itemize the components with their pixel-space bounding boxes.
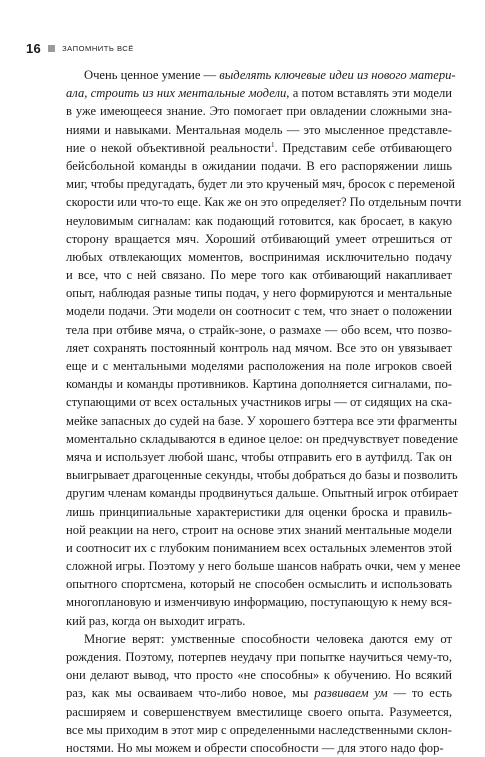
text-run: кий раз, когда он выходит играть. xyxy=(66,613,246,628)
text-line xyxy=(66,612,452,630)
text-line xyxy=(66,703,452,721)
text-line xyxy=(66,339,452,357)
text-line xyxy=(66,539,452,557)
text-run: моментально складываются в единое целое: он предчувствует поведение xyxy=(66,431,458,446)
text-run: — то есть xyxy=(387,686,453,701)
text-run: лишь принципиальные характеристики для оценки броска и правиль- xyxy=(66,504,452,519)
text-line xyxy=(66,284,452,302)
text-line xyxy=(66,666,452,684)
text-line xyxy=(66,102,452,120)
paragraph-1 xyxy=(66,66,462,630)
text-line xyxy=(66,684,452,702)
text-run: бейсбольной команды в ожидании подачи. В его распоряжении лишь xyxy=(66,158,452,173)
text-line xyxy=(66,121,452,139)
text-line xyxy=(66,557,461,575)
text-line xyxy=(66,66,456,84)
text-run: . Представим себе отбивающего xyxy=(274,140,452,155)
paragraph-2 xyxy=(66,630,452,757)
text-line xyxy=(66,521,452,539)
text-line xyxy=(66,721,452,739)
text-line xyxy=(66,375,452,393)
text-run: ляет сохранять постоянный контроль над мячом. Все это он увязывает xyxy=(66,340,452,355)
text-run: в уже имеющееся знание. Это помогает при овладении сложными зна- xyxy=(66,104,452,119)
text-line xyxy=(66,739,452,757)
text-line xyxy=(66,466,458,484)
text-run: сторону вращается мяч. Хороший отбивающий умеет отрешиться от xyxy=(66,231,452,246)
text-line xyxy=(66,484,459,502)
text-line xyxy=(66,193,462,211)
text-line xyxy=(66,212,452,230)
text-run: ние о некой объективной реальности xyxy=(66,140,271,155)
body-text xyxy=(66,66,462,757)
text-run: любых отвлекающих моментов, воспринимая исключительно подачу xyxy=(66,249,452,264)
text-run: все мы приходим в этот мир с определенными наследственными склон- xyxy=(66,722,452,737)
text-line xyxy=(66,412,458,430)
text-run: многоплановую и изменчивую информацию, поступающую к нему вся- xyxy=(66,595,452,610)
text-run: еще и с ментальными моделями расположения на поле игроков своей xyxy=(66,359,452,373)
text-run: команды и команды противников. Картина дополняется сигналами, по- xyxy=(66,377,452,392)
text-run: мейке запасных до судей на базе. У хорошего бэттера все эти фрагменты xyxy=(66,413,458,428)
text-run: опытного спортсмена, который не способен осмыслить и использовать xyxy=(66,577,452,592)
text-line xyxy=(66,230,452,248)
text-line xyxy=(66,630,452,648)
italic-text-run: ала, строить из них ментальные модели xyxy=(66,86,287,101)
text-line xyxy=(66,139,452,157)
text-line xyxy=(66,448,452,466)
text-run: они делают вывод, что просто «не способны» к обучению. Но всякий xyxy=(66,668,452,683)
text-run: раз, как мы осваиваем что-либо новое, мы xyxy=(66,686,315,701)
text-run: Многие верят: умственные способности человека даются ему от xyxy=(84,631,452,646)
text-run: рождения. Поэтому, потерпев неудачу при попытке научиться чему-то, xyxy=(66,650,452,664)
footnote-marker: 1 xyxy=(270,140,275,149)
text-run: и соотносит их с глубоким пониманием всех остальных элементов этой xyxy=(66,540,452,555)
text-run: другим членам команды продвинуться дальше. Опытный игрок отбирает xyxy=(66,486,459,501)
text-line xyxy=(66,648,452,666)
text-line xyxy=(66,302,452,320)
text-run: ной реакции на него, строит на основе этих знаний ментальные модели xyxy=(66,522,452,537)
text-run: неуловимым сигналам: как подающий готовится, как бросает, в какую xyxy=(66,213,452,228)
text-line xyxy=(66,575,452,593)
text-run: миг, чтобы предугадать, будет ли это крученый мяч, бросок с переменой xyxy=(66,177,456,192)
text-run: опыт, наблюдая разные типы подач, у него формируются и ментальные xyxy=(66,286,452,301)
text-line xyxy=(66,357,452,375)
text-line xyxy=(66,266,452,284)
text-run: ностями. Но мы можем и обрести способности — для этого надо фор- xyxy=(66,740,444,755)
text-run: сложной игры. Поэтому у него больше шансов набрать очки, чем у менее xyxy=(66,559,461,574)
text-line xyxy=(66,248,452,266)
text-run: ниями и навыками. Ментальная модель — это мысленное представле- xyxy=(66,122,452,137)
text-line xyxy=(66,593,452,611)
text-run: ступающими от всех остальных участников игры — от сидящих на ска- xyxy=(66,395,452,410)
text-line xyxy=(66,430,458,448)
text-line xyxy=(66,157,452,175)
page-header xyxy=(26,40,134,56)
text-line xyxy=(66,175,456,193)
italic-text-run: развиваем ум xyxy=(314,686,388,701)
text-run: мяча и использует любой шанс, чтобы отправить его в аутфилд. Так он xyxy=(66,449,452,464)
text-line xyxy=(66,503,452,521)
running-title: ЗАПОМНИТЬ ВСЁ xyxy=(62,43,134,53)
text-run: расширяем и совершенствуем вместилище своего опыта. Разумеется, xyxy=(66,704,452,719)
text-run: модели подачи. Эти модели он соотносит с тем, что знает о положении xyxy=(66,304,452,319)
text-run: , а потом вставлять эти модели xyxy=(286,86,452,101)
text-line xyxy=(66,393,452,411)
italic-text-run: выделять ключевые идеи из нового матери- xyxy=(219,68,456,82)
text-run: и все, что с ней связано. По мере того как отбивающий накапливает xyxy=(66,268,452,283)
page-number: 16 xyxy=(26,40,42,56)
text-run: выигрывает драгоценные секунды, чтобы добраться до базы и позволить xyxy=(66,468,458,483)
text-run: тела при отбиве мяча, о страйк-зоне, о размахе — обо всем, что позво- xyxy=(66,322,452,337)
text-run: Очень ценное умение — xyxy=(84,68,220,82)
text-run: скорости или что-то еще. Как же он это определяет? По отдельным почти xyxy=(66,195,462,210)
text-line xyxy=(66,321,452,339)
text-line xyxy=(66,84,452,102)
header-square-icon xyxy=(48,45,55,52)
